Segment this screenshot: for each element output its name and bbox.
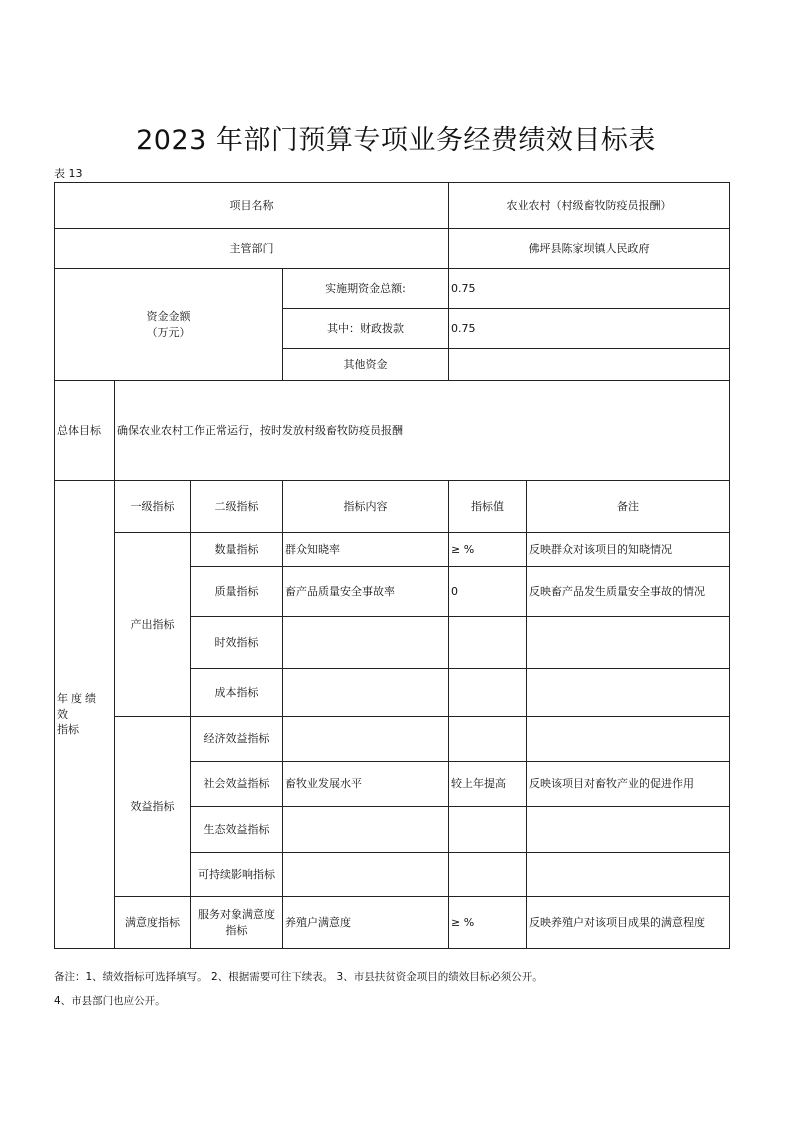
note-cell (527, 717, 730, 762)
level2-cell: 经济效益指标 (191, 717, 283, 762)
content-cell: 养殖户满意度 (283, 897, 449, 949)
value-cell: 较上年提高 (449, 762, 527, 807)
content-cell: 群众知晓率 (283, 533, 449, 567)
value-cell (449, 853, 527, 897)
table-number: 表 13 (54, 167, 83, 180)
department-row (55, 229, 730, 269)
indicator-header-row (55, 481, 730, 533)
content-cell (283, 807, 449, 853)
header-level2: 二级指标 (191, 481, 283, 533)
value-cell: ≥ % (449, 533, 527, 567)
overall-goal-row (55, 381, 730, 481)
value-cell (449, 669, 527, 717)
note-cell (527, 807, 730, 853)
note-cell: 反映该项目对畜牧产业的促进作用 (527, 762, 730, 807)
level2-cell: 服务对象满意度指标 (191, 897, 283, 949)
performance-target-table (54, 182, 730, 949)
note-cell (527, 669, 730, 717)
content-cell: 畜牧业发展水平 (283, 762, 449, 807)
fund-amount-label-line2: （万元） (146, 325, 191, 339)
footnote-line1: 备注：1、绩效指标可选择填写。 2、根据需要可往下续表。 3、市县扶贫资金项目的绩效目标必须公开。 (54, 971, 543, 983)
level2-cell: 成本指标 (191, 669, 283, 717)
note-cell (527, 617, 730, 669)
value-cell: 0 (449, 567, 527, 617)
level2-cell: 可持续影响指标 (191, 853, 283, 897)
annual-indicator-label-line2: 指标 (57, 723, 79, 737)
level2-cell: 社会效益指标 (191, 762, 283, 807)
fund-amount-label (55, 269, 283, 381)
project-name-row (55, 183, 730, 229)
indicator-row (55, 533, 730, 567)
header-content: 指标内容 (283, 481, 449, 533)
value-cell (449, 717, 527, 762)
fund-total-value: 0.75 (449, 269, 730, 309)
fund-total-label: 实施期资金总额: (283, 269, 449, 309)
content-cell (283, 669, 449, 717)
value-cell (449, 807, 527, 853)
level1-output: 产出指标 (115, 533, 191, 717)
page-title: 2023 年部门预算专项业务经费绩效目标表 (136, 125, 656, 156)
content-cell (283, 853, 449, 897)
annual-indicator-label (55, 481, 115, 949)
annual-indicator-label-line1: 年度绩效 (57, 691, 99, 721)
content-cell: 畜产品质量安全事故率 (283, 567, 449, 617)
note-cell: 反映畜产品发生质量安全事故的情况 (527, 567, 730, 617)
level2-cell: 时效指标 (191, 617, 283, 669)
project-name-label: 项目名称 (55, 183, 449, 229)
value-cell (449, 617, 527, 669)
header-value: 指标值 (449, 481, 527, 533)
indicator-row (55, 897, 730, 949)
overall-goal-label: 总体目标 (55, 381, 115, 481)
fund-other-label: 其他资金 (283, 349, 449, 381)
indicator-row (55, 717, 730, 762)
header-level1: 一级指标 (115, 481, 191, 533)
content-cell (283, 617, 449, 669)
footnote-line2: 4、市县部门也应公开。 (54, 995, 166, 1007)
fund-other-value (449, 349, 730, 381)
level1-benefit: 效益指标 (115, 717, 191, 897)
department-label: 主管部门 (55, 229, 449, 269)
level1-satisfaction: 满意度指标 (115, 897, 191, 949)
level2-cell: 生态效益指标 (191, 807, 283, 853)
overall-goal-value: 确保农业农村工作正常运行，按时发放村级畜牧防疫员报酬 (115, 381, 730, 481)
department-value: 佛坪县陈家坝镇人民政府 (449, 229, 730, 269)
note-cell: 反映群众对该项目的知晓情况 (527, 533, 730, 567)
footnotes (54, 965, 754, 1013)
fund-amount-label-line1: 资金金额 (146, 309, 191, 323)
level2-cell: 质量指标 (191, 567, 283, 617)
note-cell (527, 853, 730, 897)
fund-fiscal-label: 其中：财政拨款 (283, 309, 449, 349)
header-note: 备注 (527, 481, 730, 533)
value-cell: ≥ % (449, 897, 527, 949)
level2-cell: 数量指标 (191, 533, 283, 567)
fund-fiscal-value: 0.75 (449, 309, 730, 349)
project-name-value: 农业农村（村级畜牧防疫员报酬） (449, 183, 730, 229)
content-cell (283, 717, 449, 762)
fund-total-row (55, 269, 730, 309)
note-cell: 反映养殖户对该项目成果的满意程度 (527, 897, 730, 949)
